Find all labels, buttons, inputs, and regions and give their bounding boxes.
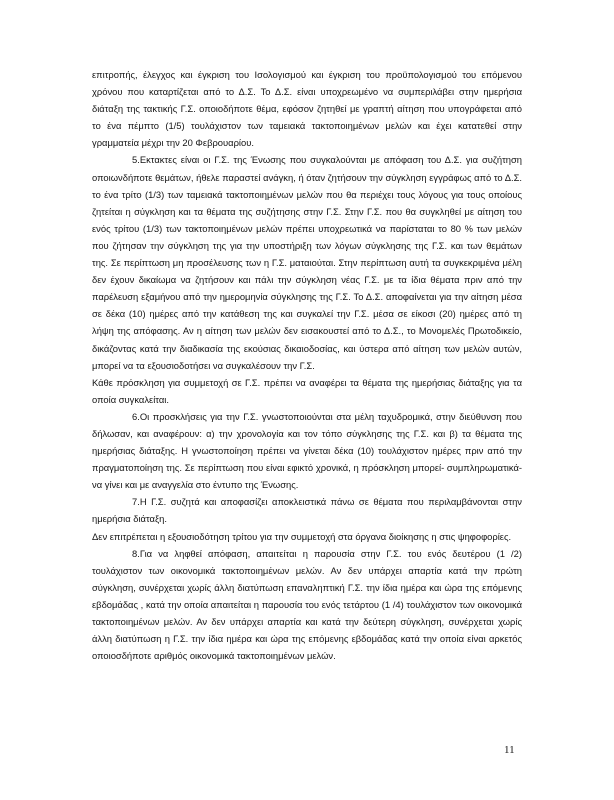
paragraph-no-proxy: Δεν επιτρέπεται η εξουσιοδότηση τρίτου για την συμμετοχή στα όργανα διοίκησης η στις ψηφοφορίες. (92, 530, 512, 542)
paragraph-agenda-continuation: επιτροπής, έλεγχος και έγκριση του Ισολογισμού και έγκριση του προϋπολογισμού του επόμενου χρόνου που καταρτίζεται από το Δ.Σ. Το Δ.Σ. είναι υποχρεωμένο να συμπεριλάβει στην ημερήσια διάταξη της τακτικής Γ.Σ. οποιοδήποτε θέμα, εφόσον ζητηθεί με γραπτή αίτηση που υπογράφεται από το ένα πέμπτο (1/5) τουλάχιστον των ταμειακά τακτοποιημένων μελών και έχει κατατεθεί στην γραμματεία μέχρι την 20 Φεβρουαρίου. (92, 69, 522, 149)
paragraph-agenda-decisions: 7.Η Γ.Σ. συζητά και αποφασίζει αποκλειστικά πάνω σε θέματα που περιλαμβάνονται στην ημερήσια διάταξη. (92, 496, 522, 525)
page-number: 11 (504, 744, 515, 756)
paragraph-quorum: 8.Για να ληφθεί απόφαση, απαιτείται η παρουσία στην Γ.Σ. του ενός δευτέρου (1 /2) τουλάχιστον των οικονομικά τακτοποιημένων μελών. Αν δεν υπάρχει απαρτία κατά την πρώτη σύγκληση, συνέρχεται χωρίς άλλη διατύπωση επαναληπτική Γ.Σ. την ίδια ημέρα και ώρα της επόμενης εβδομάδας , κατά την οποία απαιτείται η παρουσία του ενός τετάρτου (1 /4) τουλάχιστον των οικονομικά τακτοποιημένων μελών. Αν δεν υπάρχει απαρτία και κατά την δεύτερη σύγκληση, συνέρχεται χωρίς άλλη διατύπωση η Γ.Σ. την ίδια ημέρα και ώρα της επόμενης εβδομάδας κατά την οποία είναι αρκετός οποιοσδήποτε αριθμός οικονομικά τακτοποιημένων μελών. (92, 547, 522, 662)
paragraph-invitations-notification: 6.Οι προσκλήσεις για την Γ.Σ. γνωστοποιούνται στα μέλη ταχυδρομικά, στην διεύθυνση που δήλωσαν, και αναφέρουν: α) την χρονολογία και τον τόπο σύγκλησης της Γ.Σ. και β) τα θέματα της ημερήσιας διάταξης. Η γνωστοποίηση πρέπει να γίνεται δέκα (10) τουλάχιστον ημέρες πριν από την πραγματοποίηση της. Σε περίπτωση που είναι εφικτό χρονικά, η πρόσκληση μπορεί- συμπληρωματικά- να γίνει και με αναγγελία στο έντυπο της Ένωσης. (92, 410, 522, 491)
paragraph-extraordinary-meetings: 5.Εκτακτες είναι οι Γ.Σ. της Ένωσης που συγκαλούνται με απόφαση του Δ.Σ. για συζήτηση οποιωνδήποτε θεμάτων, ήθελε παραστεί ανάγκη, ή όταν ζητήσουν την σύγκληση εγγράφως από το Δ.Σ. το ένα τρίτο (1/3) των ταμειακά τακτοποιημένων μελών που θα περιέχει τους λόγους για τους οποίους ζητείται η σύγκληση και τα θέματα της συζήτησης στην Γ.Σ. Στην Γ.Σ. που θα συγκληθεί με αίτηση του ενός τρίτου (1/3) των τακτοποιημένων μελών πρέπει υποχρεωτικά να παρίσταται το 80 % των μελών που ζήτησαν την σύγκληση της για την υποστήριξη των λόγων σύγκλησης της Γ.Σ. και των θεμάτων της. Σε περίπτωση μη προσέλευσης των η Γ.Σ. ματαιούται. Στην περίπτωση αυτή τα συγκεκριμένα μέλη δεν έχουν δικαίωμα να ζητήσουν και πάλι την σύγκληση νέας Γ.Σ. με τα ίδια θέματα πριν από την παρέλευση εξαμήνου από την ημερομηνία σύγκλησης της Γ.Σ. Το Δ.Σ. αποφαίνεται για την αίτηση μέσα σε δέκα (10) ημέρες από την κατάθεση της και συγκαλεί την Γ.Σ. μέσα σε είκοσι (20) ημέρες από τη λήψη της απόφασης. Αν η αίτηση των μελών δεν εισακουστεί από το Δ.Σ., το Μονομελές Πρωτοδικείο, δικάζοντας κατά την διαδικασία της εκούσιας δικαιοδοσίας, και ύστερα από αίτηση των μελών αυτών, μπορεί να τα εξουσιοδοτήσει να συγκαλέσουν την Γ.Σ. (92, 154, 522, 371)
body-text (92, 66, 522, 664)
paragraph-invitation-topics: Κάθε πρόσκληση για συμμετοχή σε Γ.Σ. πρέπει να αναφέρει τα θέματα της ημερήσιας διάταξης για τα οποία συγκαλείται. (92, 376, 522, 405)
